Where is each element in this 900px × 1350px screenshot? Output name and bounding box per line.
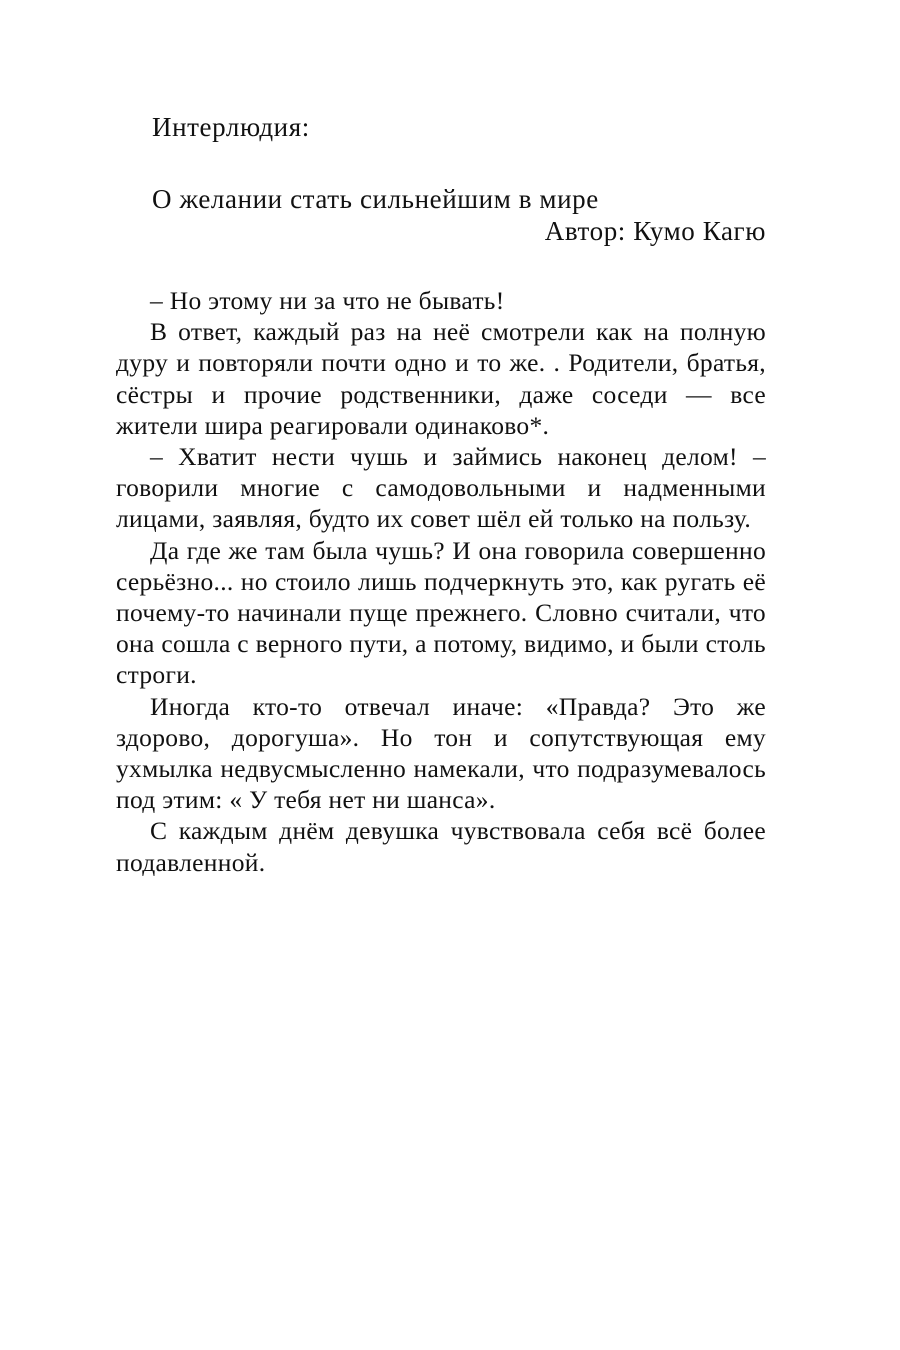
paragraph: Да где же там была чушь? И она говорила совершенно серьёзно... но стоило лишь подчеркнуть это, как ругать её почему-то начинали пуще прежнего. Словно считали, что она сошла с верного пути, а потому, видимо, и были столь строги. [116, 535, 766, 690]
paragraph: Иногда кто-то отвечал иначе: «Правда? Это же здорово, дорогуша». Но тон и сопутствующая ему ухмылка недвусмысленно намекали, что подразумевалось под этим: « У тебя нет ни шанса». [116, 691, 766, 815]
author-line: Автор: Кумо Кагю [544, 216, 766, 246]
paragraph: – Но этому ни за что не бывать! [150, 286, 505, 315]
body-text [116, 285, 766, 878]
paragraph: В ответ, каждый раз на неё смотрели как на полную дуру и повторяли почти одно и то же. . Родители, братья, сёстры и прочие родственники, даже соседи — все жители шира реагировали одинаково*. [116, 317, 766, 440]
paragraph: – Хватит нести чушь и займись наконец делом! – говорили многие с самодовольными и надменными лицами, заявляя, будто их совет шёл ей только на пользу. [116, 442, 766, 534]
paragraph: С каждым днём девушка чувствовала себя всё более подавленной. [116, 816, 766, 877]
chapter-title: Интерлюдия: [152, 112, 310, 142]
chapter-subtitle: О желании стать сильнейшим в мире [152, 184, 599, 214]
chapter-heading [152, 112, 766, 247]
